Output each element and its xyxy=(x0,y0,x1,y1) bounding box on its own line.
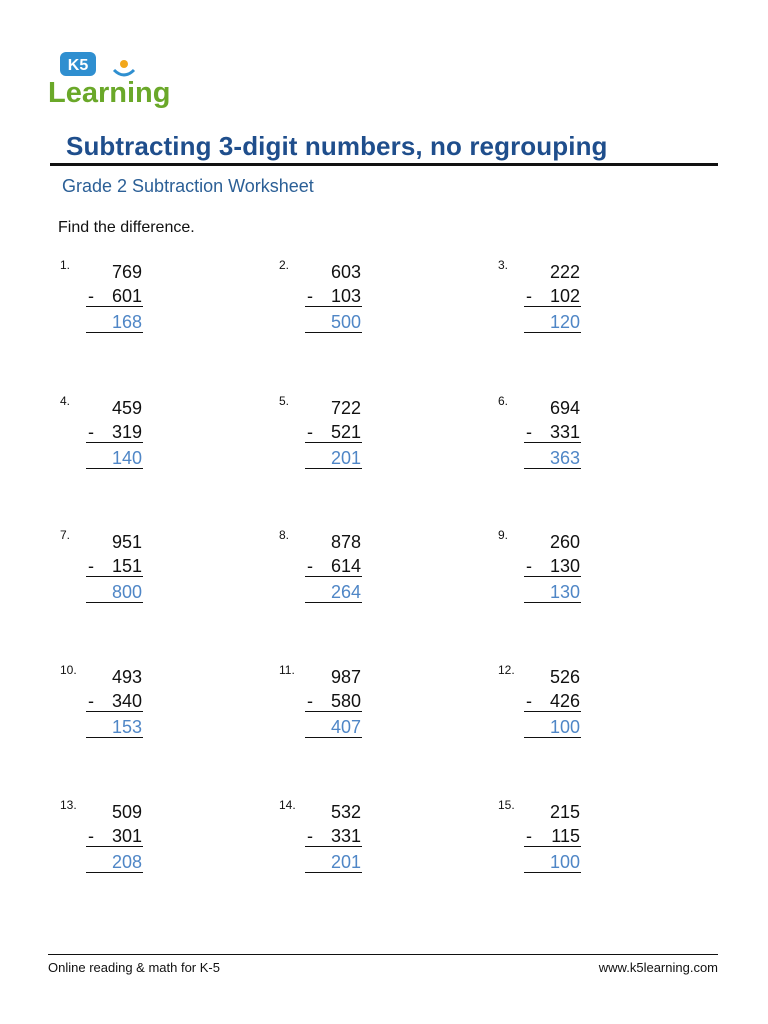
subtrahend: 426 xyxy=(549,691,580,711)
problem-number: 1. xyxy=(60,258,71,272)
answer: 100 xyxy=(549,717,580,737)
problem-number: 6. xyxy=(498,394,509,408)
minus-sign: - xyxy=(307,691,313,711)
answer-rule-top xyxy=(524,846,581,847)
problem-4 xyxy=(60,394,170,474)
logo-badge-text: K5 xyxy=(67,57,89,74)
answer: 153 xyxy=(111,717,142,737)
answer: 363 xyxy=(549,448,580,468)
problem-10 xyxy=(60,663,170,743)
answer-rule-top xyxy=(524,576,581,577)
subtrahend: 115 xyxy=(551,826,580,846)
problem-15 xyxy=(498,798,608,878)
problem-number: 15. xyxy=(498,798,515,812)
answer-rule-bottom xyxy=(305,737,362,738)
worksheet-subtitle: Grade 2 Subtraction Worksheet xyxy=(62,176,314,196)
problem-5 xyxy=(279,394,389,474)
answer-rule-bottom xyxy=(86,468,143,469)
minus-sign: - xyxy=(526,286,532,306)
subtrahend: 130 xyxy=(549,556,580,576)
answer: 201 xyxy=(330,448,361,468)
problem-2 xyxy=(279,258,389,338)
problem-number: 13. xyxy=(60,798,77,812)
answer-rule-bottom xyxy=(305,602,362,603)
answer: 407 xyxy=(330,717,361,737)
minus-sign: - xyxy=(526,691,532,711)
answer-rule-bottom xyxy=(524,468,581,469)
answer-rule-top xyxy=(305,711,362,712)
answer-rule-bottom xyxy=(305,872,362,873)
subtrahend: 614 xyxy=(330,556,361,576)
minuend: 526 xyxy=(549,667,580,687)
minuend: 603 xyxy=(330,262,361,282)
page-title: Subtracting 3-digit numbers, no regrouping xyxy=(66,131,608,161)
answer-rule-top xyxy=(524,442,581,443)
answer-rule-bottom xyxy=(86,332,143,333)
answer-rule-bottom xyxy=(86,602,143,603)
answer-rule-bottom xyxy=(305,468,362,469)
answer-rule-bottom xyxy=(524,602,581,603)
subtrahend: 301 xyxy=(111,826,142,846)
problem-number: 2. xyxy=(279,258,290,272)
problem-13 xyxy=(60,798,170,878)
answer: 500 xyxy=(330,312,361,332)
subtrahend: 103 xyxy=(330,286,361,306)
minuend: 769 xyxy=(111,262,142,282)
answer-rule-top xyxy=(86,711,143,712)
minus-sign: - xyxy=(88,691,94,711)
problem-3 xyxy=(498,258,608,338)
answer-rule-bottom xyxy=(86,737,143,738)
answer-rule-bottom xyxy=(524,737,581,738)
answer-rule-top xyxy=(305,576,362,577)
minus-sign: - xyxy=(526,826,532,846)
logo-word-text: Learning xyxy=(48,77,171,109)
minus-sign: - xyxy=(526,422,532,442)
problem-number: 4. xyxy=(60,394,71,408)
footer-divider xyxy=(48,954,718,955)
footer-website: www.k5learning.com xyxy=(598,960,718,975)
problem-number: 7. xyxy=(60,528,71,542)
subtrahend: 340 xyxy=(111,691,142,711)
answer-rule-top xyxy=(86,846,143,847)
answer: 140 xyxy=(111,448,142,468)
problem-number: 5. xyxy=(279,394,290,408)
answer: 168 xyxy=(111,312,142,332)
answer-rule-top xyxy=(305,846,362,847)
answer: 130 xyxy=(549,582,580,602)
problem-number: 10. xyxy=(60,663,77,677)
minuend: 222 xyxy=(549,262,580,282)
minuend: 694 xyxy=(549,398,580,418)
minuend: 260 xyxy=(549,532,580,552)
answer: 201 xyxy=(330,852,361,872)
minuend: 878 xyxy=(330,532,361,552)
answer-rule-top xyxy=(524,711,581,712)
minus-sign: - xyxy=(88,556,94,576)
minuend: 459 xyxy=(111,398,142,418)
answer: 100 xyxy=(549,852,580,872)
subtrahend: 331 xyxy=(330,826,361,846)
answer-rule-top xyxy=(86,306,143,307)
problem-number: 8. xyxy=(279,528,290,542)
minuend: 509 xyxy=(111,802,142,822)
subtrahend: 331 xyxy=(549,422,580,442)
answer-rule-bottom xyxy=(524,332,581,333)
problem-1 xyxy=(60,258,170,338)
k5-learning-logo xyxy=(48,50,188,112)
minuend: 722 xyxy=(330,398,361,418)
problem-8 xyxy=(279,528,389,608)
minus-sign: - xyxy=(307,286,313,306)
minus-sign: - xyxy=(88,286,94,306)
minus-sign: - xyxy=(307,556,313,576)
answer-rule-top xyxy=(86,576,143,577)
subtrahend: 102 xyxy=(549,286,580,306)
answer: 208 xyxy=(111,852,142,872)
minus-sign: - xyxy=(307,826,313,846)
minus-sign: - xyxy=(88,826,94,846)
problem-number: 11. xyxy=(279,663,295,677)
instructions: Find the difference. xyxy=(58,219,195,236)
answer-rule-top xyxy=(86,442,143,443)
subtrahend: 521 xyxy=(330,422,361,442)
minus-sign: - xyxy=(307,422,313,442)
problem-number: 14. xyxy=(279,798,296,812)
answer-rule-top xyxy=(524,306,581,307)
answer-rule-bottom xyxy=(524,872,581,873)
minus-sign: - xyxy=(526,556,532,576)
answer-rule-top xyxy=(305,306,362,307)
minus-sign: - xyxy=(88,422,94,442)
subtrahend: 580 xyxy=(330,691,361,711)
answer: 120 xyxy=(549,312,580,332)
subtrahend: 319 xyxy=(111,422,142,442)
subtrahend: 151 xyxy=(111,556,142,576)
footer-tagline: Online reading & math for K-5 xyxy=(48,960,220,975)
answer-rule-bottom xyxy=(86,872,143,873)
problem-6 xyxy=(498,394,608,474)
title-divider xyxy=(50,163,718,166)
problem-9 xyxy=(498,528,608,608)
subtrahend: 601 xyxy=(111,286,142,306)
problem-12 xyxy=(498,663,608,743)
answer: 800 xyxy=(111,582,142,602)
problem-number: 12. xyxy=(498,663,515,677)
problem-7 xyxy=(60,528,170,608)
problem-number: 3. xyxy=(498,258,509,272)
minuend: 951 xyxy=(111,532,142,552)
minuend: 493 xyxy=(111,667,142,687)
problem-14 xyxy=(279,798,389,878)
minuend: 532 xyxy=(330,802,361,822)
problem-number: 9. xyxy=(498,528,509,542)
problem-11 xyxy=(279,663,389,743)
answer-rule-top xyxy=(305,442,362,443)
minuend: 215 xyxy=(549,802,580,822)
minuend: 987 xyxy=(330,667,361,687)
answer-rule-bottom xyxy=(305,332,362,333)
answer: 264 xyxy=(330,582,361,602)
